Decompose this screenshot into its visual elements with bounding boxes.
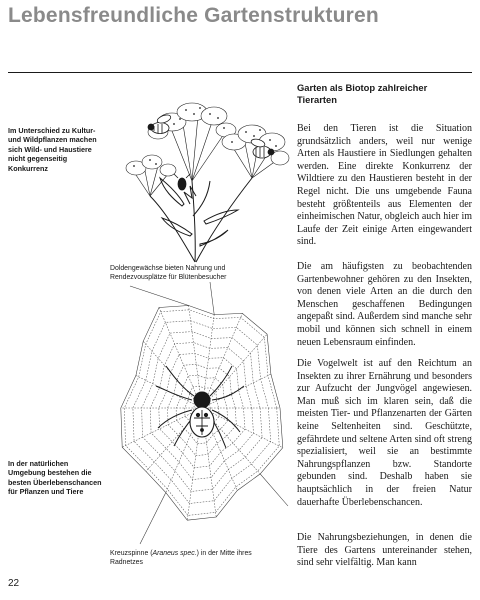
paragraph-2-text: Die am häufigsten zu beobachtenden Gartenbewohner gehören zu den Insekten, von denen viele Arten an die durch den Menschen geschaffenen Bedingungen angepaßt sind. Außerdem sind manche sehr mobil und können sich schnell in einem neuen Lebensraum einfinden. bbox=[297, 261, 472, 348]
margin-note-competition: Im Unterschied zu Kultur- und Wildpflanzen machen sich Wild- und Haustiere nicht gegenseitig Konkurrenz bbox=[8, 126, 97, 173]
page-number: 22 bbox=[8, 578, 20, 589]
section-heading: Garten als Biotop zahlreicher Tierarten bbox=[297, 82, 428, 105]
article-paragraph-1 bbox=[297, 123, 472, 249]
spider-web-illustration bbox=[110, 286, 290, 548]
spider-caption-pre: Kreuzspinne ( bbox=[110, 550, 153, 557]
umbellifer-illustration bbox=[120, 86, 290, 264]
flower-caption: Doldengewächse bieten Nahrung und Rendezvousplätze für Blütenbesucher bbox=[110, 265, 227, 281]
spider-caption bbox=[110, 549, 278, 567]
article-paragraph-3 bbox=[297, 358, 472, 509]
paragraph-4-text: Die Nahrungsbeziehungen, in denen die Tiere des Gartens untereinander stehen, sind sehr vielfältig. Man kann bbox=[297, 532, 472, 569]
paragraph-1-text: Bei den Tieren ist die Situation grundsätzlich anders, weil nur wenige Arten als Haustiere in Siedlungen gehalten werden. Eine direkte Konkurrenz der Wildtiere zu den Haustieren besteht in der Regel nicht. Die uns umgebende Fauna besteht größtenteils aus Elementen der einheimischen Natur, obgleich auch hier im Laufe der Zeit einige Arten eingewandert sind. bbox=[297, 123, 472, 248]
paragraph-3-text: Die Vogelwelt ist auf den Reichtum an Insekten zu ihrer Ernährung und besonders zur Aufzucht der Jungvögel angewiesen. Man muß sich im klaren sein, daß die meisten Tier- und Pflanzenarten der Gärten keine Seltenheiten sind. Geschützte, gefährdete und seltene Arten sind oft streng spezialisiert, weil sie an bestimmte Nahrungspflanzen bzw. Standorte gebunden sind. Deshalb haben sie hauptsächlich in der freien Natur dauerhafte Überlebenschancen. bbox=[297, 358, 472, 508]
spider-caption-post: ) in der Mitte ihres Radnetzes bbox=[110, 550, 252, 566]
margin-note-survival: In der natürlichen Umgebung bestehen die besten Überlebenschancen für Pflanzen und Tiere bbox=[8, 459, 102, 497]
article-paragraph-2 bbox=[297, 261, 472, 349]
page-title: Lebensfreundliche Gartenstrukturen bbox=[8, 4, 379, 27]
article-paragraph-4 bbox=[297, 532, 472, 570]
spider-caption-species: Araneus spec. bbox=[152, 550, 197, 557]
header-rule bbox=[8, 72, 472, 73]
